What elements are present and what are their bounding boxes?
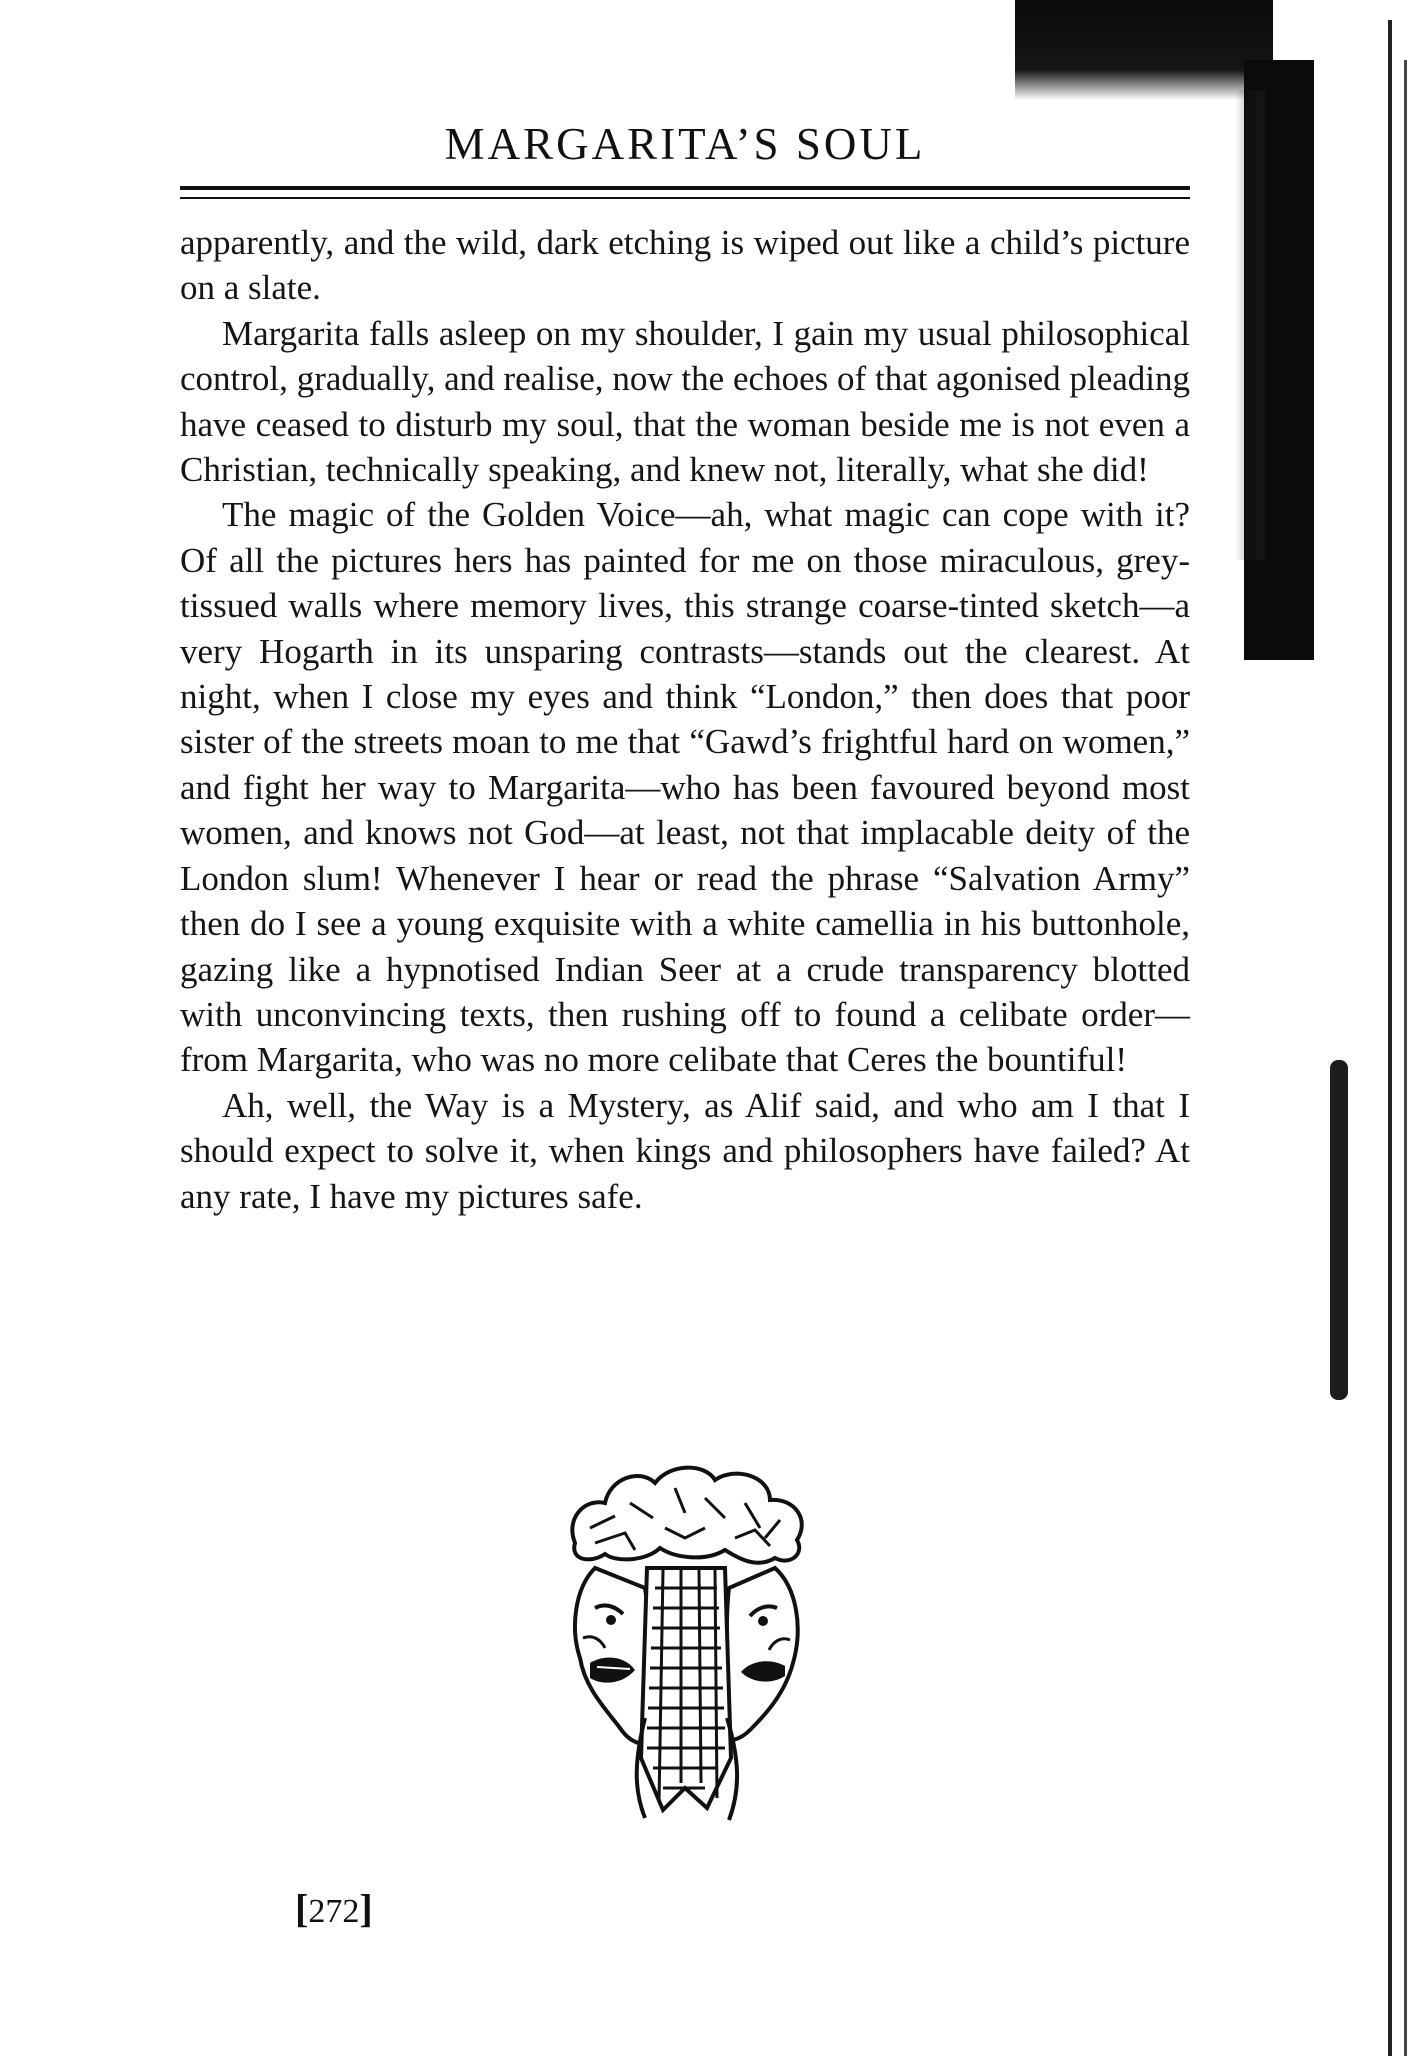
page-edge-line-inner bbox=[1404, 60, 1407, 2056]
grotesque-masks-ornament-icon bbox=[535, 1458, 835, 1830]
binding-shadow-smudge bbox=[1235, 90, 1265, 560]
header-rule-thin bbox=[180, 197, 1190, 199]
page-edge-smudge bbox=[1330, 1060, 1348, 1400]
body-text bbox=[180, 220, 1190, 1219]
binding-shadow-top bbox=[1015, 0, 1273, 100]
running-head: MARGARITA’S SOUL bbox=[444, 119, 926, 169]
paragraph: Margarita falls asleep on my shoulder, I gain my usual philosophical control, gradually, and realise, now the echoes of that agonised pleading have ceased to disturb my soul, that the woman beside me is not even a Christian, technically speaking, and knew not, literally, what she did! bbox=[180, 313, 1190, 490]
folio-bracket-open: [ bbox=[295, 1886, 309, 1931]
header-rule-thick bbox=[180, 186, 1190, 190]
paragraph: The magic of the Golden Voice—ah, what magic can cope with it? Of all the pictures hers has painted for me on those miraculous, grey-tissued walls where memory lives, this strange coarse-tinted sketch—a very Hogarth in its unsparing contrasts—stands out the clearest. At night, when I close my eyes and think “London,” then does that poor sister of the streets moan to me that “Gawd’s frightful hard on women,” and fight her way to Margarita—who has been favoured beyond most women, and knows not God—at least, not that implacable deity of the London slum! Whenever I hear or read the phrase “Salvation Army” then do I see a young exquisite with a white camellia in his buttonhole, gazing like a hypnotised Indian Seer at a crude transparency blotted with unconvincing texts, then rushing off to found a celibate order—from Margarita, who was no more celibate that Ceres the bountiful! bbox=[180, 495, 1190, 1080]
folio-number: 272 bbox=[308, 1893, 360, 1930]
page-edge-line bbox=[1388, 20, 1392, 2056]
folio-bracket-close: ] bbox=[359, 1886, 373, 1931]
paragraph: Ah, well, the Way is a Mystery, as Alif said, and who am I that I should expect to solve it, when kings and philosophers have failed? At any rate, I have my pictures safe. bbox=[180, 1085, 1190, 1216]
paragraph: apparently, and the wild, dark etching is wiped out like a child’s picture on a slate. bbox=[180, 223, 1190, 308]
page-number bbox=[295, 1885, 373, 1932]
